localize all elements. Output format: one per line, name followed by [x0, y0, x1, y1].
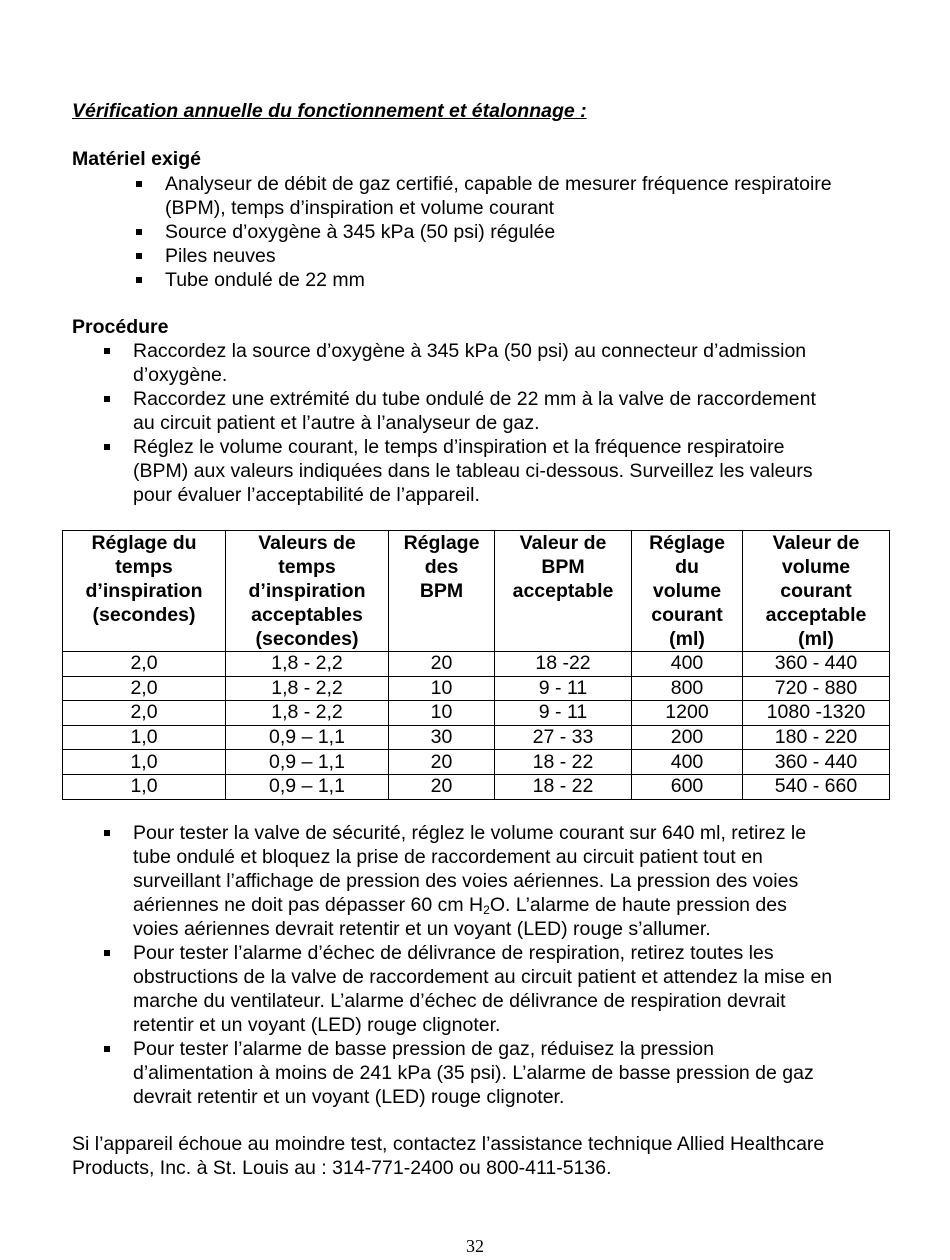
table-cell: 360 - 440: [743, 652, 890, 677]
table-cell: 20: [389, 652, 495, 677]
table-row: [63, 750, 890, 775]
table-cell: 2,0: [63, 676, 226, 701]
list-item-text: aériennes ne doit pas dépasser 60 cm $H_2O$. L’alarme de haute pression des: [133, 894, 787, 917]
header-volume-setting: Réglage du volume courant (ml): [632, 531, 743, 652]
list-item-text: Tube ondulé de 22 mm: [165, 269, 365, 291]
page-title: Vérification annuelle du fonctionnement et étalonnage :: [72, 100, 587, 122]
list-item-text: retentir et un voyant (LED) rouge clignoter.: [133, 1014, 501, 1036]
bullet-icon: [104, 348, 110, 354]
table-cell: 0,9 – 1,1: [226, 725, 389, 750]
materials-heading: Matériel exigé: [72, 148, 201, 170]
table-cell: 1,8 - 2,2: [226, 701, 389, 726]
table-header-row: [63, 531, 890, 652]
table-row: [63, 725, 890, 750]
list-item-text: Pour tester la valve de sécurité, réglez le volume courant sur 640 ml, retirez le: [133, 822, 807, 844]
table-cell: 2,0: [63, 701, 226, 726]
table-cell: 18 - 22: [495, 774, 632, 799]
table-cell: 400: [632, 750, 743, 775]
table-cell: 1,8 - 2,2: [226, 676, 389, 701]
table-cell: 10: [389, 676, 495, 701]
list-item-text: voies aériennes devrait retentir et un voyant (LED) rouge s’allumer.: [133, 918, 711, 940]
bullet-icon: [136, 229, 142, 235]
table-row: [63, 676, 890, 701]
bullet-icon: [104, 830, 110, 836]
table-cell: 0,9 – 1,1: [226, 750, 389, 775]
header-bpm-acceptable: Valeur de BPM acceptable: [495, 531, 632, 652]
table-cell: 1,0: [63, 750, 226, 775]
table-cell: 200: [632, 725, 743, 750]
list-item-text: Piles neuves: [165, 245, 276, 267]
bullet-icon: [136, 181, 142, 187]
list-item-text: pour évaluer l’acceptabilité de l’appareil.: [133, 484, 480, 506]
list-item-text: (BPM), temps d’inspiration et volume courant: [165, 197, 555, 219]
table-cell: 20: [389, 750, 495, 775]
table-row: [63, 774, 890, 799]
table-cell: 1,0: [63, 774, 226, 799]
bullet-icon: [104, 396, 110, 402]
bullet-icon: [104, 950, 110, 956]
table-row: [63, 701, 890, 726]
bullet-icon: [136, 277, 142, 283]
list-item-text: obstructions de la valve de raccordement au circuit patient et attendez la mise en: [133, 966, 833, 988]
table-cell: 9 - 11: [495, 676, 632, 701]
table-cell: 27 - 33: [495, 725, 632, 750]
contact-paragraph-line: Si l’appareil échoue au moindre test, contactez l’assistance technique Allied Healthcare: [72, 1133, 825, 1155]
contact-paragraph-line: Products, Inc. à St. Louis au : 314-771-2400 ou 800-411-5136.: [72, 1157, 612, 1179]
table-cell: 9 - 11: [495, 701, 632, 726]
table-cell: 400: [632, 652, 743, 677]
procedure-heading: Procédure: [72, 316, 169, 338]
list-item-text: (BPM) aux valeurs indiquées dans le tableau ci-dessous. Surveillez les valeurs: [133, 460, 813, 482]
list-item-text: au circuit patient et l’autre à l’analyseur de gaz.: [133, 412, 540, 434]
header-inspiration-setting: Réglage du temps d’inspiration (secondes): [63, 531, 226, 652]
table-cell: 720 - 880: [743, 676, 890, 701]
list-item-text: Raccordez une extrémité du tube ondulé de 22 mm à la valve de raccordement: [133, 388, 816, 410]
table-cell: 30: [389, 725, 495, 750]
list-item-text: Réglez le volume courant, le temps d’inspiration et la fréquence respiratoire: [133, 436, 785, 458]
table-cell: 800: [632, 676, 743, 701]
bullet-icon: [104, 444, 110, 450]
table-cell: 18 -22: [495, 652, 632, 677]
table-cell: 1,8 - 2,2: [226, 652, 389, 677]
table-cell: 18 - 22: [495, 750, 632, 775]
page-number: 32: [466, 1236, 484, 1256]
table-cell: 1,0: [63, 725, 226, 750]
list-item-text: Raccordez la source d’oxygène à 345 kPa (50 psi) au connecteur d’admission: [133, 340, 807, 362]
bullet-icon: [136, 253, 142, 259]
table-cell: 1080 -1320: [743, 701, 890, 726]
table-cell: 2,0: [63, 652, 226, 677]
table-cell: 600: [632, 774, 743, 799]
table-row: [63, 652, 890, 677]
table-cell: 540 - 660: [743, 774, 890, 799]
table-cell: 10: [389, 701, 495, 726]
table-cell: 0,9 – 1,1: [226, 774, 389, 799]
list-item-text: d’oxygène.: [133, 364, 228, 386]
list-item-text: Pour tester l’alarme d’échec de délivrance de respiration, retirez toutes les: [133, 942, 774, 964]
list-item-text: d’alimentation à moins de 241 kPa (35 psi). L’alarme de basse pression de gaz: [133, 1062, 814, 1084]
list-item-text: Pour tester l’alarme de basse pression de gaz, réduisez la pression: [133, 1038, 714, 1060]
list-item-text: marche du ventilateur. L’alarme d’échec de délivrance de respiration devrait: [133, 990, 786, 1012]
table-cell: 1200: [632, 701, 743, 726]
header-bpm-setting: Réglage des BPM: [389, 531, 495, 652]
table-cell: 180 - 220: [743, 725, 890, 750]
bullet-icon: [104, 1046, 110, 1052]
list-item-text: Analyseur de débit de gaz certifié, capable de mesurer fréquence respiratoire: [165, 173, 832, 195]
list-item-text: surveillant l’affichage de pression des voies aériennes. La pression des voies: [133, 870, 799, 892]
list-item-text: devrait retentir et un voyant (LED) rouge clignoter.: [133, 1086, 565, 1108]
header-inspiration-acceptable: Valeurs de temps d’inspiration acceptables (secondes): [226, 531, 389, 652]
header-volume-acceptable: Valeur de volume courant acceptable (ml): [743, 531, 890, 652]
list-item-text: Source d’oxygène à 345 kPa (50 psi) régulée: [165, 221, 556, 243]
list-item-text: tube ondulé et bloquez la prise de raccordement au circuit patient tout en: [133, 846, 763, 868]
table-cell: 20: [389, 774, 495, 799]
table-cell: 360 - 440: [743, 750, 890, 775]
settings-table: [62, 530, 890, 800]
